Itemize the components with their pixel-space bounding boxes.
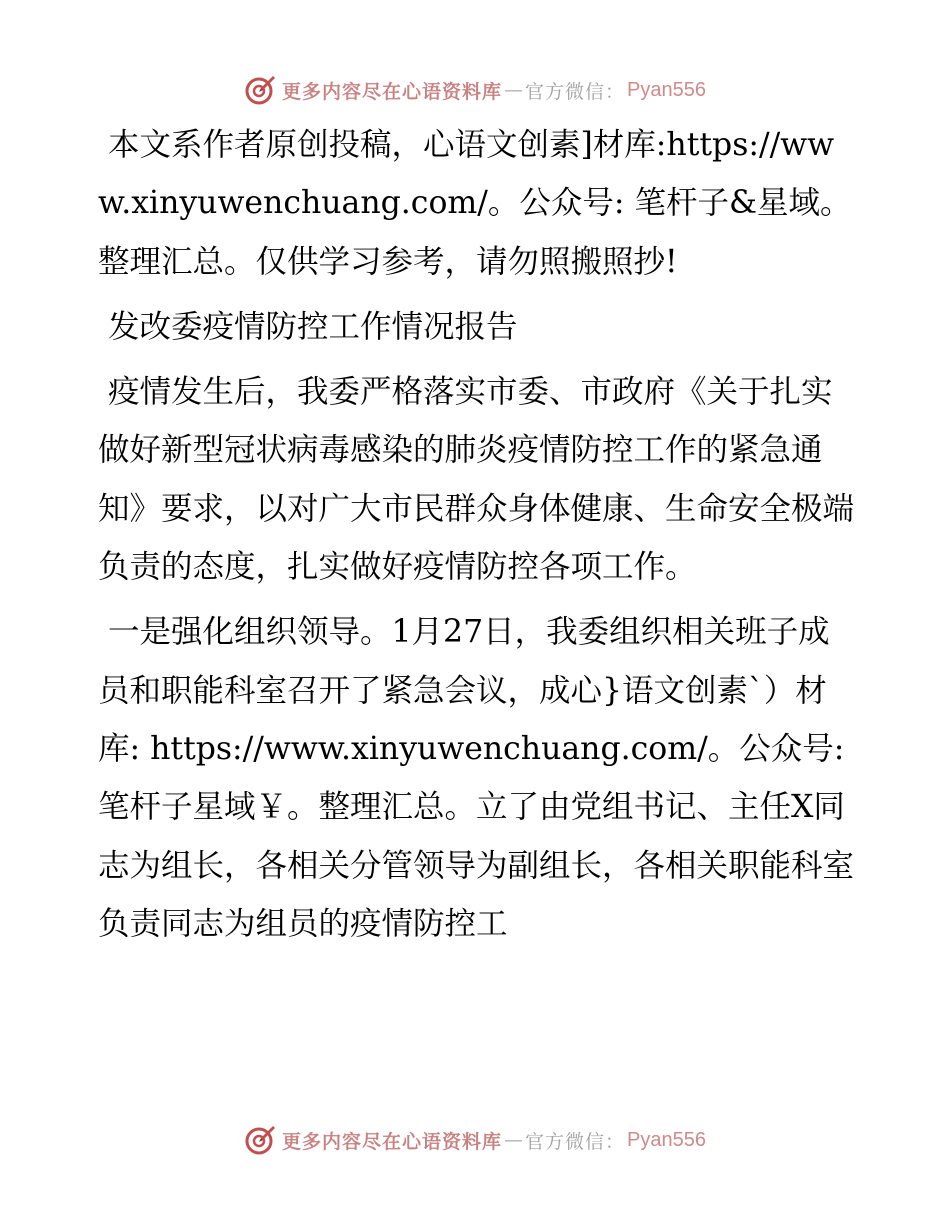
banner-sub-text: 官方微信： — [525, 80, 626, 103]
document-title: 发改委疫情防控工作情况报告 — [98, 308, 518, 345]
intro-paragraph: 本文系作者原创投稿，心语文创素]材库:https://www.xinyuwenchuang.com/。公众号: 笔杆子&星域。整理汇总。仅供学习参考，请勿照搬照抄! — [98, 127, 852, 280]
banner-wechat-id: Pyan556 — [627, 1128, 706, 1151]
pen-circle-logo-icon — [244, 74, 276, 106]
header-banner — [0, 70, 950, 110]
banner-main-text: 更多内容尽在心语资料库 — [282, 80, 503, 103]
body-paragraph: 疫情发生后，我委严格落实市委、市政府《关于扎实做好新型冠状病毒感染的肺炎疫情防控工作的紧急通知》要求，以对广大市民群众身体健康、生命安全极端负责的态度，扎实做好疫情防控各项工作。 — [98, 374, 855, 586]
banner-main-text: 更多内容尽在心语资料库 — [282, 1130, 503, 1153]
footer-banner — [0, 1120, 950, 1160]
pen-circle-logo-icon — [244, 1124, 276, 1156]
banner-separator: — — [504, 79, 524, 101]
banner-wechat-id: Pyan556 — [627, 78, 706, 101]
body-paragraph: 一是强化组织领导。1月27日，我委组织相关班子成员和职能科室召开了紧急会议，成心}语文创素`）材库: https://www.xinyuwenchuang.com/。公众号: 笔杆子星域￥。整理汇总。立了由党组书记、主任X同志为组长，各相关分管领导为副组长，各相关职能科室负责同志为组员的疫情防控工 — [98, 614, 855, 942]
document-body — [98, 116, 858, 960]
banner-separator: — — [504, 1129, 524, 1151]
banner-sub-text: 官方微信： — [525, 1130, 626, 1153]
